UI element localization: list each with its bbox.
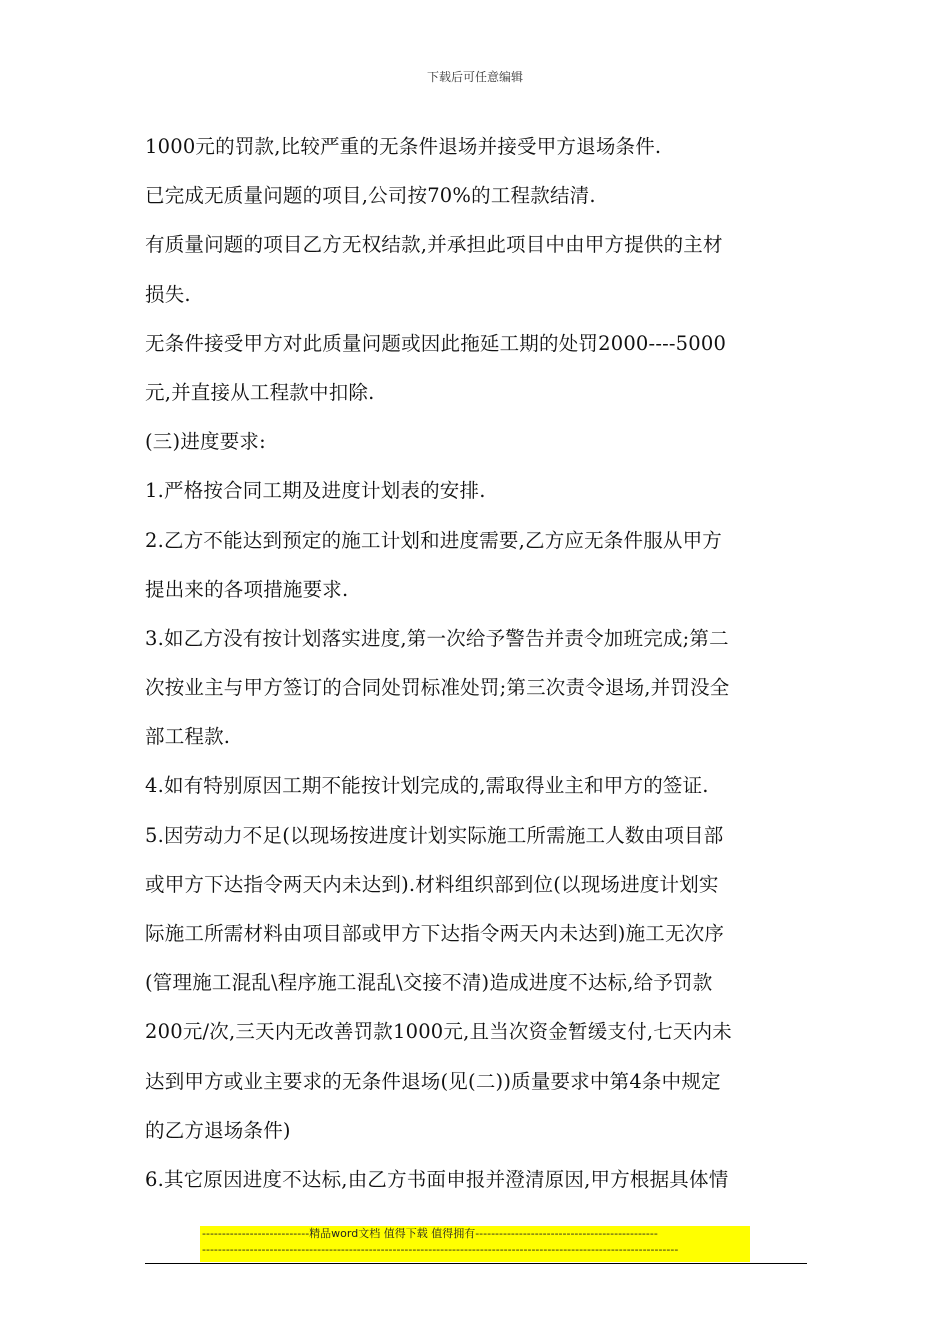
text-line: 达到甲方或业主要求的无条件退场(见(二))质量要求中第4条中规定 [145, 1069, 721, 1093]
text-line: 2.乙方不能达到预定的施工计划和进度需要,乙方应无条件服从甲方 [145, 528, 723, 552]
footer-banner [200, 1226, 750, 1262]
text-line: (管理施工混乱\程序施工混乱\交接不清)造成进度不达标,给予罚款 [145, 971, 713, 995]
text-line: 损失. [145, 282, 191, 306]
footer-banner-line: ---------------------------精品word文档 值得下载 值得拥有---------------------------------------------- [202, 1227, 658, 1240]
footer-banner-line: ------------------------------------------------------------------------------------------------------------------------ [202, 1243, 679, 1256]
document-body [145, 128, 810, 1210]
text-line: 3.如乙方没有按计划落实进度,第一次给予警告并责令加班完成;第二 [145, 626, 729, 650]
text-line: 部工程款. [145, 725, 231, 749]
text-line: 次按业主与甲方签订的合同处罚标准处罚;第三次责令退场,并罚没全 [145, 676, 730, 700]
page-header-note: 下载后可任意编辑 [426, 70, 523, 84]
text-line: 1000元的罚款,比较严重的无条件退场并接受甲方退场条件. [145, 135, 662, 158]
text-line: 际施工所需材料由项目部或甲方下达指令两天内未达到)施工无次序 [145, 922, 725, 945]
text-line: 4.如有特别原因工期不能按计划完成的,需取得业主和甲方的签证. [145, 774, 709, 798]
text-line: 或甲方下达指令两天内未达到).材料组织部到位(以现场进度计划实 [145, 872, 719, 896]
text-line: 已完成无质量问题的项目,公司按70%的工程款结清. [145, 184, 596, 208]
footer-divider [145, 1263, 807, 1264]
text-line: 元,并直接从工程款中扣除. [145, 380, 375, 404]
text-line: 提出来的各项措施要求. [145, 577, 349, 601]
text-line: 6.其它原因进度不达标,由乙方书面申报并澄清原因,甲方根据具体情 [145, 1167, 729, 1191]
text-line: 无条件接受甲方对此质量问题或因此拖延工期的处罚2000----5000 [145, 331, 727, 355]
text-line: 1.严格按合同工期及进度计划表的安排. [145, 479, 486, 503]
text-line: 5.因劳动力不足(以现场按进度计划实际施工所需施工人数由项目部 [145, 823, 724, 847]
text-line: 200元/次,三天内无改善罚款1000元,且当次资金暂缓支付,七天内未 [145, 1020, 733, 1044]
text-line: 的乙方退场条件) [145, 1118, 291, 1142]
text-line: 有质量问题的项目乙方无权结款,并承担此项目中由甲方提供的主材 [145, 233, 723, 257]
section-heading: (三)进度要求: [145, 430, 266, 454]
